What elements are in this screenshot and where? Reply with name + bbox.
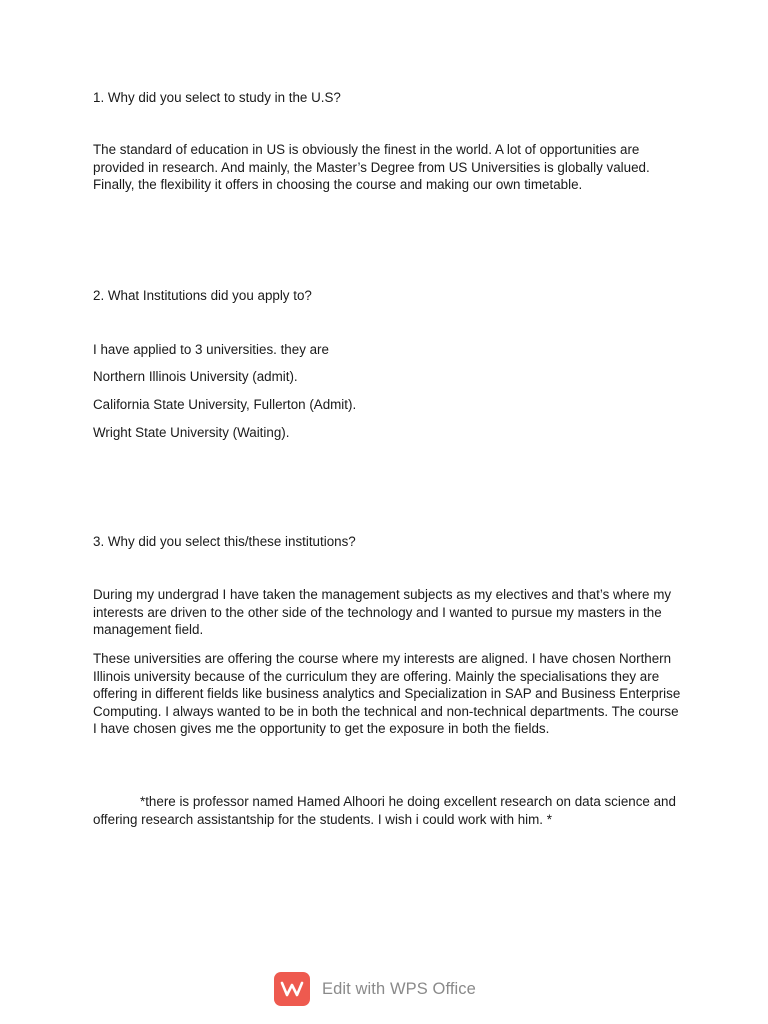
question-1: 1. Why did you select to study in the U.S? bbox=[93, 90, 341, 105]
edit-with-wps-label[interactable]: Edit with WPS Office bbox=[322, 979, 476, 998]
university-item: Wright State University (Waiting). bbox=[93, 425, 290, 440]
answer-3-paragraph: These universities are offering the course where my interests are aligned. I have chosen Northern Illinois university because of the curriculum they are offering. Mainly the specialisations they are offering in different fields like business analytics and Specialization in SAP and Business Enterprise Computing. I always wanted to be in both the technical and non-technical departments. The course I have chosen gives me the opportunity to get the exposure in both the fields. bbox=[93, 651, 681, 737]
question-2: 2. What Institutions did you apply to? bbox=[93, 288, 312, 303]
answer-1: The standard of education in US is obviously the finest in the world. A lot of opportunities are provided in research. And mainly, the Master’s Degree from US Universities is globally valued. Finally, the flexibility it offers in choosing the course and making our own timetable. bbox=[93, 142, 650, 193]
answer-3-paragraph: During my undergrad I have taken the management subjects as my electives and that’s where my interests are driven to the other side of the technology and I wanted to pursue my masters in the management field. bbox=[93, 587, 672, 638]
answer-2-intro: I have applied to 3 universities. they are bbox=[93, 342, 329, 357]
university-item: California State University, Fullerton (Admit). bbox=[93, 397, 357, 412]
question-3: 3. Why did you select this/these institutions? bbox=[93, 534, 356, 549]
wps-office-logo-icon bbox=[274, 972, 310, 1006]
edit-with-wps-banner[interactable] bbox=[274, 972, 476, 1006]
university-item: Northern Illinois University (admit). bbox=[93, 369, 298, 384]
professor-note: *there is professor named Hamed Alhoori he doing excellent research on data science and offering research assistantship for the students. I wish i could work with him. * bbox=[93, 794, 676, 827]
